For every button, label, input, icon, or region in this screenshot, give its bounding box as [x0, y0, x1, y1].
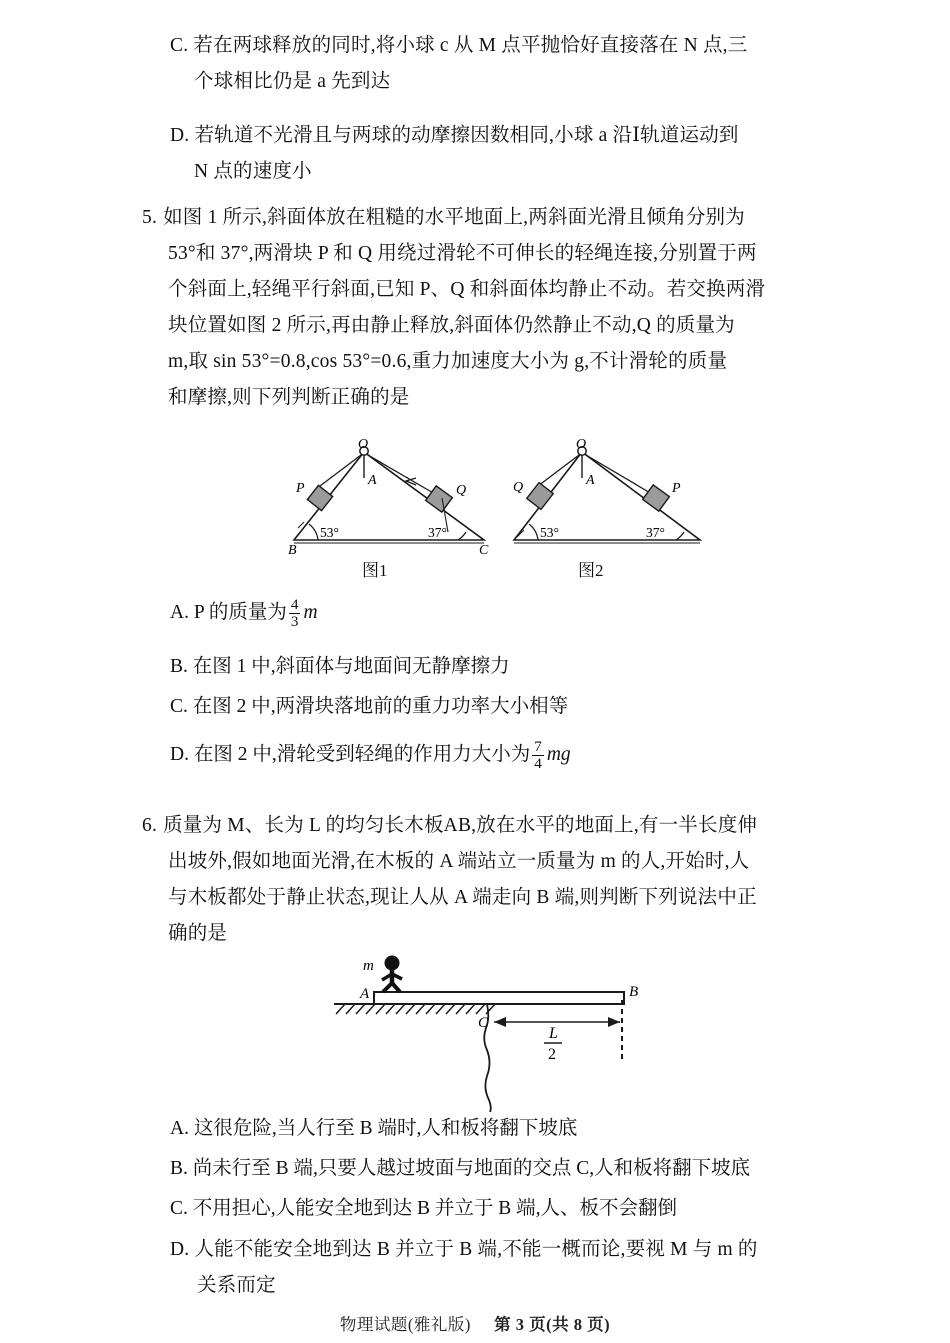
page-footer — [0, 1311, 950, 1335]
option-d-text-2: N 点的速度小 — [194, 161, 312, 182]
question6-option-a-label: A. — [170, 1118, 189, 1139]
figure-1-right-block-label: Q — [456, 483, 467, 498]
option-d-line-1 — [170, 118, 850, 154]
question6-option-b — [170, 1152, 750, 1186]
figure-2-left-block-label: Q — [513, 480, 524, 495]
question5-stem-line-5 — [141, 344, 841, 380]
question5-option-b — [170, 650, 510, 684]
question5-option-d-text: 在图 2 中,滑轮受到轻绳的作用力大小为 — [193, 744, 531, 765]
figure-1-inner-label: A — [368, 473, 377, 488]
question5-option-d-label: D. — [170, 744, 189, 765]
option-c-text-1: 若在两球释放的同时,将小球 c 从 M 点平抛恰好直接落在 N 点,三 — [193, 35, 748, 56]
question5-stem-line-4 — [141, 308, 841, 344]
question5-option-d-fraction: $\frac{7}{4}$ — [534, 737, 542, 772]
figure-1-right-vertex: C — [479, 543, 489, 554]
option-d-label: D. — [170, 125, 190, 146]
question5-option-b-label: B. — [170, 656, 188, 677]
question5-option-a — [170, 596, 319, 630]
question5-stem-text-5: m,取 sin 53°=0.8,cos 53°=0.6,重力加速度大小为 g,不计滑轮的质量 — [168, 351, 728, 372]
option-d-text-1: 若轨道不光滑且与两球的动摩擦因数相同,小球 a 沿Ⅰ轨道运动到 — [194, 125, 739, 146]
question6-option-d-text-2: 关系而定 — [197, 1275, 276, 1296]
question5-option-a-post: m — [303, 602, 318, 623]
question5-option-c-label: C. — [170, 696, 188, 717]
figure-1-apex-label: O — [358, 437, 369, 452]
figure-3-left-end-label: A — [360, 986, 370, 1002]
figure-3-right-end-label: B — [629, 984, 639, 1000]
option-d-line-2 — [170, 154, 850, 190]
figure-2-right-angle: 37° — [646, 525, 665, 540]
question6-option-d-label: D. — [170, 1239, 190, 1260]
figure-2-apex-label: O — [576, 437, 587, 452]
question6-option-c-label: C. — [170, 1198, 188, 1219]
question5-option-a-text: P 的质量为 — [193, 602, 287, 623]
figure-2-caption: 图2 — [578, 561, 604, 580]
question6-stem-text-1: 质量为 M、长为 L 的均匀长木板AB,放在水平的地面上,有一半长度伸 — [163, 815, 758, 836]
question6-stem-line-1 — [141, 808, 851, 844]
question5-stem-text-2: 53°和 37°,两滑块 P 和 Q 用绕过滑轮不可伸长的轻绳连接,分别置于两 — [168, 243, 757, 264]
question4-option-d — [170, 118, 850, 190]
figure-1-left-vertex: B — [288, 543, 297, 554]
question6-option-d-text-1: 人能不能安全地到达 B 并立于 B 端,不能一概而论,要视 M 与 m 的 — [194, 1239, 758, 1260]
question6-stem — [141, 808, 851, 952]
question6-option-c — [170, 1192, 677, 1226]
question6-option-c-text: 不用担心,人能安全地到达 B 并立于 B 端,人、板不会翻倒 — [192, 1198, 678, 1219]
question6-stem-line-2 — [141, 844, 851, 880]
question6-option-b-text: 尚未行至 B 端,只要人越过坡面与地面的交点 C,人和板将翻下坡底 — [192, 1158, 751, 1179]
figure-2-right-block-label: P — [672, 481, 681, 496]
figure-3-edge-label: C — [478, 1015, 489, 1031]
question6-stem-line-3 — [141, 880, 851, 916]
question5-stem-line-1 — [141, 200, 841, 236]
question6-option-a — [170, 1112, 577, 1146]
figure-3-dimension-bot: 2 — [548, 1046, 556, 1063]
figure-3-plank-diagram — [332, 952, 652, 1112]
question6-option-d — [170, 1232, 758, 1304]
footer-page-number: 第 3 页(共 8 页) — [494, 1315, 611, 1334]
figure-1-left-angle: 53° — [320, 525, 339, 540]
figure-2-inner-label: A — [586, 473, 595, 488]
question6-number: 6. — [142, 815, 158, 836]
question5-stem-line-2 — [141, 236, 841, 272]
figure-3-person-mass-label: m — [363, 958, 374, 974]
question5-stem-text-3: 个斜面上,轻绳平行斜面,已知 P、Q 和斜面体均静止不动。若交换两滑 — [168, 279, 766, 300]
question5-stem-text-6: 和摩擦,则下列判断正确的是 — [168, 387, 410, 408]
option-c-line-1 — [170, 28, 850, 64]
figure-2-wedge-diagram — [500, 436, 715, 554]
question4-option-c — [170, 28, 850, 100]
figure-1-caption: 图1 — [362, 561, 388, 580]
question5-stem-line-6 — [141, 380, 841, 416]
question5-option-c-text: 在图 2 中,两滑块落地前的重力功率大小相等 — [192, 696, 569, 717]
figure-1-wedge-diagram — [276, 436, 502, 554]
question6-stem-text-3: 与木板都处于静止状态,现让人从 A 端走向 B 端,则判断下列说法中正 — [168, 887, 757, 908]
figure-2-left-angle: 53° — [540, 525, 559, 540]
question6-stem-line-4 — [141, 916, 851, 952]
question5-stem — [141, 200, 841, 416]
question5-stem-line-3 — [141, 272, 841, 308]
figure-1-left-block-label: P — [296, 481, 305, 496]
question5-option-a-label: A. — [170, 602, 189, 623]
question5-stem-text-1: 如图 1 所示,斜面体放在粗糙的水平地面上,两斜面光滑且倾角分别为 — [163, 207, 745, 228]
question6-stem-text-4: 确的是 — [168, 923, 228, 944]
question6-option-b-label: B. — [170, 1158, 188, 1179]
question6-option-d-line-2 — [170, 1268, 758, 1304]
footer-subject: 物理试题(雅礼版) — [339, 1315, 471, 1334]
figure-3-dimension-label — [544, 1025, 562, 1063]
question5-option-c — [170, 690, 568, 724]
question5-option-b-text: 在图 1 中,斜面体与地面间无静摩擦力 — [192, 656, 510, 677]
question5-number: 5. — [142, 207, 158, 228]
option-c-text-2: 个球相比仍是 a 先到达 — [194, 71, 391, 92]
question6-option-d-line-1 — [170, 1232, 758, 1268]
option-c-label: C. — [170, 35, 189, 56]
question5-option-d-post: mg — [546, 744, 571, 765]
question5-stem-text-4: 块位置如图 2 所示,再由静止释放,斜面体仍然静止不动,Q 的质量为 — [168, 315, 735, 336]
question6-stem-text-2: 出坡外,假如地面光滑,在木板的 A 端站立一质量为 m 的人,开始时,人 — [168, 851, 750, 872]
question5-option-d — [170, 738, 572, 772]
question6-option-a-text: 这很危险,当人行至 B 端时,人和板将翻下坡底 — [193, 1118, 578, 1139]
option-c-line-2 — [170, 64, 850, 100]
figure-3-dimension-top: L — [549, 1025, 558, 1042]
question5-option-a-fraction: $\frac{4}{3}$ — [290, 595, 299, 630]
figure-1-right-angle: 37° — [428, 525, 447, 540]
